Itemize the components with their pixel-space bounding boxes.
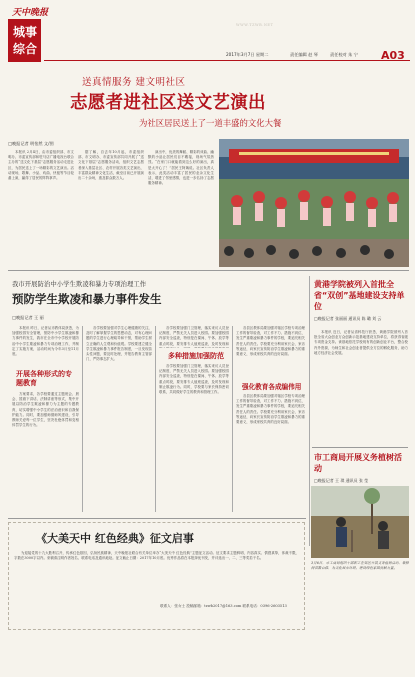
divider-lead	[8, 270, 409, 271]
section-title-2: 综合	[13, 42, 38, 56]
bullying-subhead-2: 多种措施加强防范	[168, 352, 224, 360]
masthead-watermark: WWW.TZWB.NET	[236, 23, 274, 27]
bullying-vrule-1	[82, 326, 83, 512]
bullying-kicker: 我市开展防治中小学生欺凌和暴力专项治理工作	[12, 280, 147, 288]
divider-essay	[8, 518, 306, 519]
essay-title: 《大美天中 红色经典》征文启事	[36, 532, 194, 545]
lead-photo	[219, 139, 409, 267]
lead-column-2: 据了解，自去年10月起，市委组织部、市文明办、市委宣传部共同开展了“送文化下基层”志愿服务活动，组织文艺志愿者深入基层社区、农村开展各类文艺演出，丰富群众精神文化生活，截至目前已开展演出二十余场，惠及群众数万人。	[78, 150, 144, 181]
bullying-intro: 本报讯 昨日，记者从市教体局获悉，为加强校园安全管理，预防中小学生欺凌和暴力事件的发生，我市在全市中小学校开展防治中小学生欺凌和暴力专项治理工作，并制定了实施方案，活动时间为今年3月至11月底。	[12, 326, 79, 357]
tree-planting-image	[311, 486, 409, 558]
bullying-subhead-1: 开展各种形式的专题教育	[16, 370, 72, 387]
bullying-column-1: 方案要求，各学校要通过主题班会、晨会、国旗下讲话、法制讲座等形式，集中开展以防治学生欺凌和暴力为主题的专题教育，切实增强中小学生的法治意识和自我保护能力。同时，要加强师德师风建设，引导教师关爱每一位学生，坚决杜绝体罚和变相体罚学生的行为。	[12, 392, 79, 428]
masthead-designer: 责任校对 朱 宁	[330, 52, 358, 57]
essay-contact: 联系人：张女士 投稿邮箱：tzwb2017@163.com 联系电话：0396-2603513	[160, 604, 287, 608]
tourism-title: 黄港学院被列入首批全省“双创”基地建设支持单位	[314, 280, 405, 311]
bullying-vrule-2	[155, 326, 156, 512]
bullying-column-4-top: 各县区教体局要加强对辖区学校专项治理工作的督导检查，对工作不力、措施不到位、发生严重欺凌和暴力事件的学校，要追究相关责任人的责任。学校要充分利用家长会、家访等途径，向家长宣传防治学生欺凌和暴力的重要意义，形成家校共育的良好局面。	[236, 326, 305, 357]
bullying-column-3-top: 各学校要加强门卫管理，落实来访人员登记制度，严禁无关人员进入校园。要加强校园内部安全巡查，特别是在课间、午休、放学等重点时段，要安排专人值班巡查，及时发现和	[159, 326, 229, 346]
planting-byline: □晚报记者 王 琪 通讯员 张 莹	[314, 478, 369, 483]
divider-right	[312, 447, 408, 448]
masthead-editor: 责任编辑 赵 琴	[290, 52, 318, 57]
lead-column-1: 本报讯 2月4日，由市委组织部、市文明办、市委宣传部和驻马店广播电视台联合主办的“送文化下基层”志愿服务活动走进社区，为居民送上了一场精彩的文艺演出。活动现场，歌舞、小品、戏曲、快板等节目轮番上演，赢得了居民的阵阵掌声。	[8, 150, 74, 181]
bullying-byline: □晚报记者 王 丽	[12, 315, 44, 320]
planting-caption: 3月6日，市工商局组织干部职工在郊区开展义务植树活动，栽种树苗数百株，为美化城市环境、建设绿色家园贡献力量。	[311, 561, 409, 571]
masthead-rule	[44, 60, 410, 61]
bullying-column-2: 各学校要加强对学生心理健康的关注，及时了解掌握学生的思想动态，对有心理问题的学生进行心理疏导和干预，帮助学生树立正确的人生观和价值观。学校要建立健全学生欺凌和暴力事件报告制度，一旦发现苗头性问题，要及时处理，并报告教育主管部门，严防事态扩大。	[86, 326, 152, 362]
lead-subtitle: 为社区居民送上了一道丰盛的文化大餐	[139, 118, 282, 128]
bullying-column-3: 各学校要加强门卫管理，落实来访人员登记制度，严禁无关人员进入校园。要加强校园内部安全巡查，特别是在课间、午休、放学等重点时段，要安排专人值班巡查，及时发现和制止欺凌行为。同时，学校要与家长保持密切联系，共同做好学生的教育和管理工作。	[159, 364, 229, 395]
bullying-title: 预防学生欺凌和暴力事件发生	[12, 292, 162, 306]
lead-title: 志愿者进社区送文艺演出	[70, 93, 266, 113]
planting-photo	[311, 486, 409, 558]
masthead	[0, 0, 415, 74]
right-column-rule	[309, 276, 310, 546]
masthead-date: 2017年3月7日 星期二	[226, 52, 269, 57]
bullying-vrule-3	[232, 326, 233, 512]
tourism-byline: □晚报记者 张丽丽 通讯员 陈 璐 刘 云	[314, 316, 382, 321]
lead-kicker: 送真情服务 建文明社区	[82, 77, 186, 88]
planting-title: 市工商局开展义务植树活动	[314, 453, 402, 473]
page-number: A03	[381, 49, 405, 62]
essay-text: 为迎接党的十九大胜利召开，传承红色基因，弘扬民族精神，天中晚报社联合有关单位举办“大美天中 红色经典”主题征文活动。征文要求主题鲜明、内容真实、情感真挚，体裁不限，字数在3000字以内。来稿请注明作者姓名、联系电话及通讯地址。征文截止日期：2017年10月底。优秀作品将在本报择优刊发，并评选出一、二、三等奖若干名。	[14, 551, 299, 561]
bullying-subhead-3: 强化教育各成编伟用	[242, 383, 302, 391]
tourism-text: 本报讯 近日，记者从省科技厅获悉，黄港学院被列入首批全省大众创业万众创新示范基地建设支持单位，将获得省级专项资金支持。该基地依托学校现有的创新创业平台，整合校内外资源，为师生和社会创业者提供全方位的孵化服务，助力地方经济社会发展。	[314, 330, 408, 355]
lead-column-3: 演出中，优美的舞蹈、精彩的戏曲、幽默的小品让居民们目不暇接，现场气氛热烈。“在家门口就能看到这么好的演出，真是太开心了！”居民王阿姨说。社区负责人表示，此类活动丰富了居民的业余文化生活，增进了邻里感情，也进一步弘扬了志愿服务精神。	[148, 150, 214, 186]
stage-performance-image	[219, 139, 409, 267]
section-title-1: 城事	[13, 25, 38, 39]
bullying-column-4: 各县区教体局要加强对辖区学校专项治理工作的督导检查，对工作不力、措施不到位、发生严重欺凌和暴力事件的学校，要追究相关责任人的责任。学校要充分利用家长会、家访等途径，向家长宣传防治学生欺凌和暴力的重要意义，形成家校共育的良好局面。	[236, 394, 305, 425]
lead-byline: □晚报记者 明怡然 文/图	[8, 141, 54, 146]
masthead-logo: 天中晚报	[12, 8, 49, 18]
